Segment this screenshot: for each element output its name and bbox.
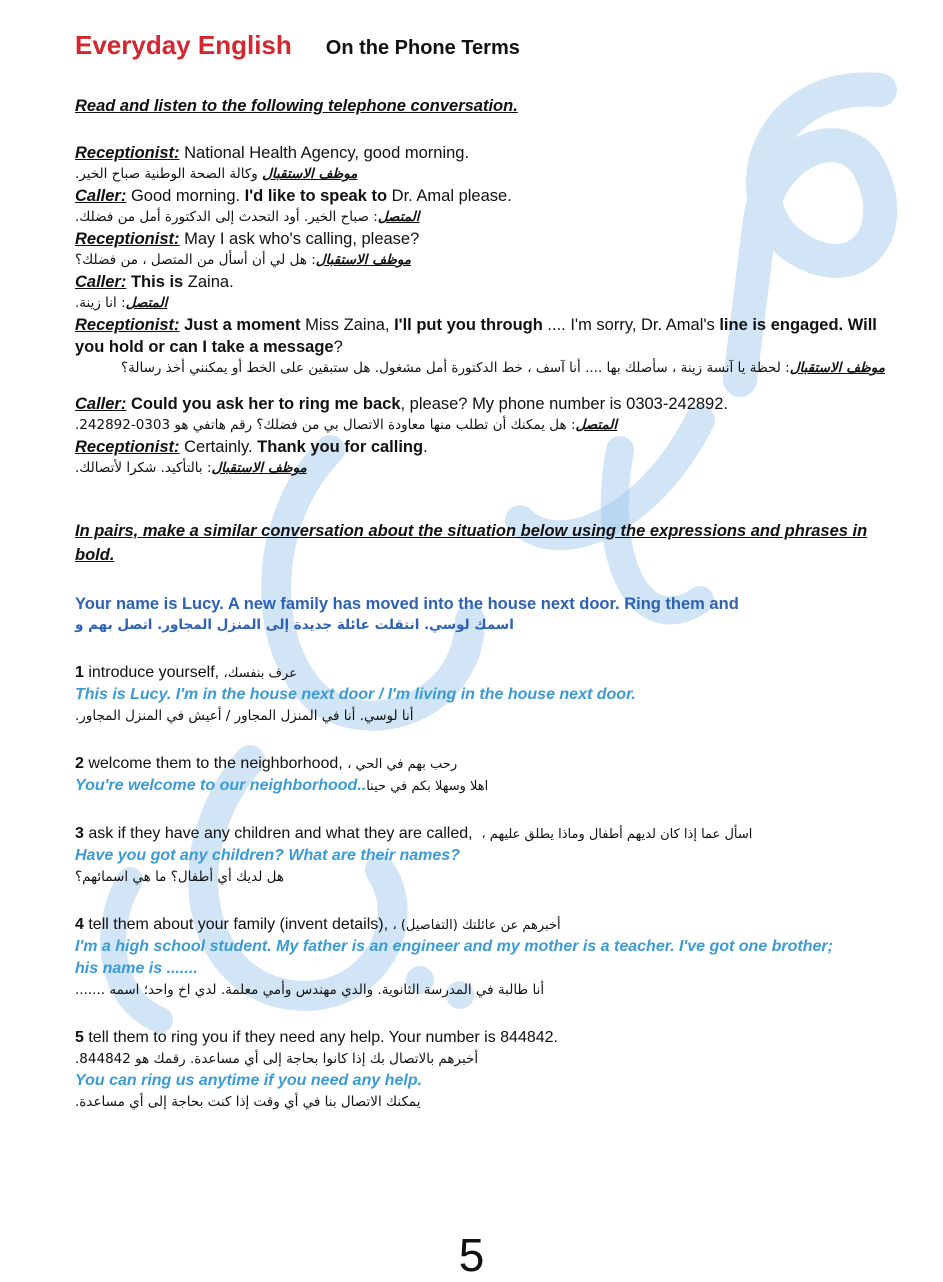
task-item: 2 welcome them to the neighborhood, رحب بهم في الحي ، You're welcome to our neighborhood..اهلا وسهلا بكم في حينا [75, 753, 885, 797]
conversation-line: Receptionist: Just a moment Miss Zaina, I'll put you through .... I'm sorry, Dr. Amal's line is engaged. Will you hold or can I take a message? [75, 316, 877, 356]
task-answer-arabic: هل لديك أي أطفال؟ ما هي اسمائهم؟ [75, 869, 284, 885]
task-answer: Have you got any children? What are their names? [75, 847, 460, 864]
header [75, 30, 885, 61]
task-answer-arabic: أنا طالبة في المدرسة الثانوية. والدي مهندس وأمي معلمة. لدي اخ واحد؛ اسمه ....... [75, 982, 545, 998]
speaker-label: Caller: [75, 273, 127, 291]
page-title: Everyday English [75, 30, 292, 60]
speaker-label: Receptionist: [75, 438, 180, 456]
page-subtitle: On the Phone Terms [325, 37, 520, 59]
task-answer-arabic: يمكنك الاتصال بنا في أي وقت إذا كنت بحاجة إلى أي مساعدة. [75, 1094, 421, 1110]
situation-text: Your name is Lucy. A new family has moved into the house next door. Ring them and [75, 595, 739, 613]
conversation-line: Caller: Good morning. I'd like to speak to Dr. Amal please. [75, 187, 512, 205]
task-answer: This is Lucy. I'm in the house next door / I'm living in the house next door. [75, 686, 636, 703]
arabic-translation: موظف الاستقبال: لحظة يا آنسة زينة ، سأصلك بها .... أنا آسف ، خط الدكتورة أمل مشغول. هل ستبقين على الخط أو يمكنني أخذ رسالة؟ [120, 360, 885, 376]
line-text: National Health Agency, good morning. [179, 144, 470, 162]
page-number: 5 [458, 1229, 485, 1281]
conversation-line: Receptionist: May I ask who's calling, please? [75, 230, 420, 248]
instruction-read-listen: Read and listen to the following telephone conversation. [75, 97, 518, 115]
arabic-translation: موظف الاستقبال: هل لي أن أسأل من المتصل ، من فضلك؟ [75, 252, 412, 268]
arabic-translation: موظف الاستقبال: بالتأكيد. شكرا لأتصالك. [75, 460, 307, 476]
task-answer-arabic: أنا لوسي. أنا في المنزل المجاور / أعيش في المنزل المجاور. [75, 708, 414, 724]
tasks-list [75, 662, 885, 1113]
task-answer: You can ring us anytime if you need any help. [75, 1072, 423, 1089]
worksheet-page [75, 30, 885, 1113]
task-arabic: أخبرهم بالاتصال بك إذا كانوا بحاجة إلى أي مساعدة. رقمك هو 844842. [75, 1051, 479, 1067]
conversation-line [75, 142, 885, 164]
speaker-label: Caller: [75, 187, 127, 205]
arabic-translation: المتصل: هل يمكنك أن تطلب منها معاودة الاتصال بي من فضلك؟ رقم هاتفي هو 0303-242892. [75, 417, 618, 433]
arabic-translation: موظف الاستقبال وكالة الصحة الوطنية صباح الخير. [75, 166, 358, 182]
conversation-line: Caller: Could you ask her to ring me back, please? My phone number is 0303-242892. [75, 395, 728, 413]
speaker-label: Receptionist: [75, 230, 180, 248]
situation-arabic: اسمك لوسي. انتقلت عائلة جديدة إلى المنزل المجاور. اتصل بهم و [75, 617, 514, 633]
task-item: 1 introduce yourself, عرف بنفسك، This is Lucy. I'm in the house next door / I'm living in the house next door. أنا لوسي. أنا في المنزل المجاور / أعيش في المنزل المجاور. [75, 662, 885, 727]
task-answer: You're welcome to our neighborhood..اهلا وسهلا بكم في حينا [75, 777, 489, 794]
conversation [75, 142, 885, 479]
instruction-pairs: In pairs, make a similar conversation about the situation below using the expressions and phrases in bold. [75, 522, 868, 564]
speaker-label: Caller: [75, 395, 127, 413]
task-item: 4 tell them about your family (invent details), أخبرهم عن عائلتك (التفاصيل) ، I'm a high school student. My father is an engineer and my mother is a teacher. I've got one brother; his name is ....... أنا طالبة في المدرسة الثانوية. والدي مهندس وأمي معلمة. لدي اخ واحد؛ اسمه ....... [75, 914, 885, 1001]
task-item: 3 ask if they have any children and what they are called, اسأل عما إذا كان لديهم أطفال وماذا يطلق عليهم ، Have you got any children? What are their names? هل لديك أي أطفال؟ ما هي اسمائهم؟ [75, 823, 885, 888]
speaker-label: Receptionist: [75, 316, 180, 334]
task-item: 5 tell them to ring you if they need any help. Your number is 844842. أخبرهم بالاتصال بك إذا كانوا بحاجة إلى أي مساعدة. رقمك هو 844842. You can ring us anytime if you need any help. يمكنك الاتصال بنا في أي وقت إذا كنت بحاجة إلى أي مساعدة. [75, 1027, 885, 1113]
arabic-translation: المتصل: صباح الخير. أود التحدث إلى الدكتورة أمل من فضلك. [75, 209, 420, 225]
speaker-label: Receptionist: [75, 144, 180, 162]
task-answer: I'm a high school student. My father is an engineer and my mother is a teacher. I've got one brother; his name is ....... [75, 938, 833, 977]
arabic-translation: المتصل: انا زينة. [75, 295, 168, 311]
situation [75, 593, 885, 636]
conversation-line: Caller: This is Zaina. [75, 273, 234, 291]
conversation-line: Receptionist: Certainly. Thank you for calling. [75, 438, 428, 456]
